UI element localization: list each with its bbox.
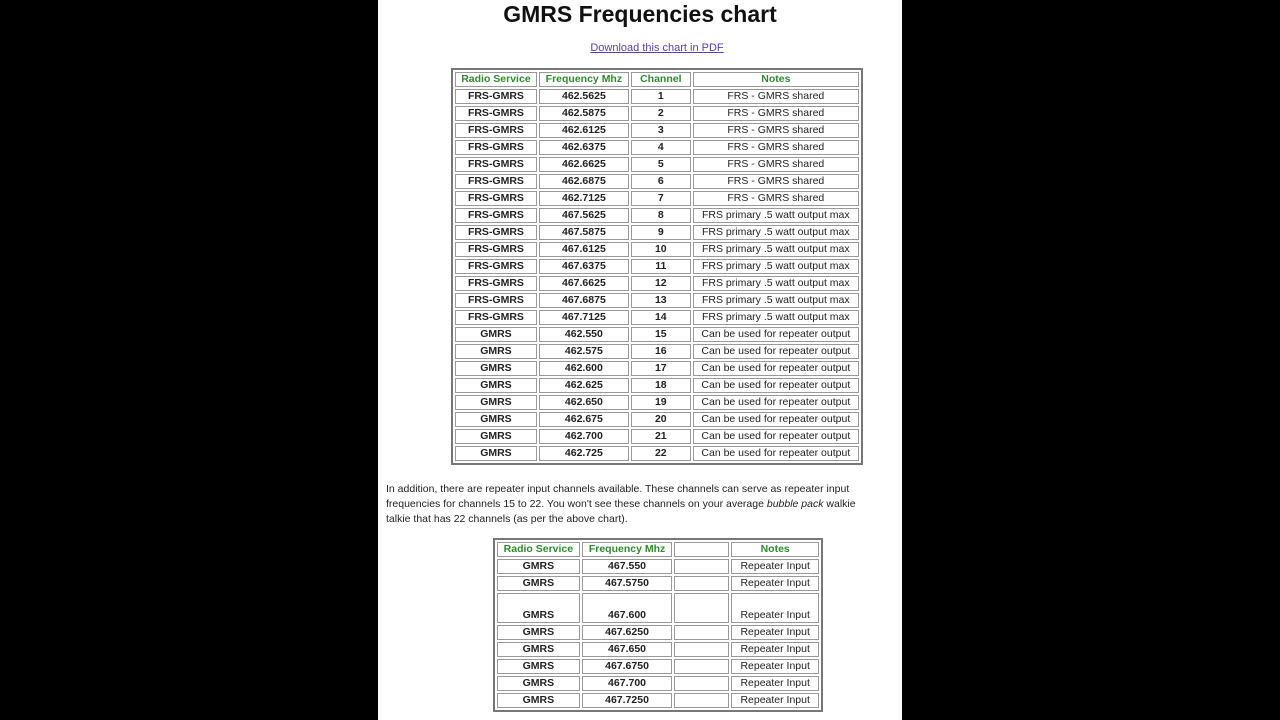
table-row (455, 429, 859, 444)
table-cell: GMRS (455, 361, 537, 376)
column-header (674, 542, 729, 557)
table-cell: GMRS (455, 446, 537, 461)
table-cell: 12 (631, 276, 691, 291)
table-cell: 7 (631, 191, 691, 206)
table-cell: 467.6750 (582, 659, 673, 674)
paragraph-text: walkie (823, 498, 856, 510)
table-row (455, 123, 859, 138)
table-cell: FRS - GMRS shared (693, 157, 859, 172)
table-cell: Repeater Input (731, 676, 819, 691)
table-cell: FRS primary .5 watt output max (693, 225, 859, 240)
table-cell: Can be used for repeater output (693, 344, 859, 359)
table-cell: 22 (631, 446, 691, 461)
table-cell: FRS-GMRS (455, 310, 537, 325)
table-cell: 6 (631, 174, 691, 189)
table-cell: GMRS (497, 593, 580, 623)
table-cell: Repeater Input (731, 625, 819, 640)
table-cell: Repeater Input (731, 559, 819, 574)
table-cell: GMRS (455, 378, 537, 393)
table-row (455, 446, 859, 461)
table-cell: 467.6625 (539, 276, 629, 291)
table-row (455, 276, 859, 291)
document-page (378, 0, 902, 720)
table-cell: 462.550 (539, 327, 629, 342)
table-cell: Repeater Input (731, 659, 819, 674)
table-row (455, 242, 859, 257)
table-cell: 14 (631, 310, 691, 325)
table-row (455, 378, 859, 393)
table-cell: GMRS (497, 576, 580, 591)
table-row (455, 361, 859, 376)
table-cell: GMRS (455, 429, 537, 444)
table-row (455, 140, 859, 155)
page-title: GMRS Frequencies chart (503, 1, 777, 27)
table-cell: 11 (631, 259, 691, 274)
table-cell: GMRS (455, 412, 537, 427)
table-cell: 467.5875 (539, 225, 629, 240)
table-cell: 462.6625 (539, 157, 629, 172)
table-cell: 467.6250 (582, 625, 673, 640)
table-cell: 467.700 (582, 676, 673, 691)
table-cell: 462.6375 (539, 140, 629, 155)
table-cell: Can be used for repeater output (693, 412, 859, 427)
table-row (497, 593, 819, 623)
table-cell: 15 (631, 327, 691, 342)
table-cell: GMRS (497, 642, 580, 657)
table-cell: Can be used for repeater output (693, 446, 859, 461)
table-cell: Repeater Input (731, 576, 819, 591)
table-row (455, 395, 859, 410)
paragraph-line-1: In addition, there are repeater input channels available. These channels can serve as repeater input (386, 483, 850, 495)
table-cell (674, 642, 729, 657)
table-cell: 462.7125 (539, 191, 629, 206)
table-cell: Can be used for repeater output (693, 378, 859, 393)
table-cell: FRS-GMRS (455, 89, 537, 104)
table-cell: 4 (631, 140, 691, 155)
table-cell: FRS-GMRS (455, 276, 537, 291)
table-cell: FRS primary .5 watt output max (693, 259, 859, 274)
table-row (455, 157, 859, 172)
table-cell: GMRS (497, 676, 580, 691)
table-cell: 467.6875 (539, 293, 629, 308)
table-cell: Repeater Input (731, 693, 819, 708)
table-cell: 8 (631, 208, 691, 223)
table-cell: 5 (631, 157, 691, 172)
table-cell: FRS-GMRS (455, 106, 537, 121)
header-row (455, 72, 859, 87)
table-row (455, 191, 859, 206)
table-cell: 467.600 (582, 593, 673, 623)
table-cell: 462.5625 (539, 89, 629, 104)
repeater-input-table (493, 538, 823, 712)
table-cell: FRS primary .5 watt output max (693, 293, 859, 308)
table-cell: Can be used for repeater output (693, 327, 859, 342)
table-cell: 17 (631, 361, 691, 376)
table-cell: FRS primary .5 watt output max (693, 208, 859, 223)
table-cell: GMRS (497, 693, 580, 708)
table-row (455, 310, 859, 325)
table-row (497, 659, 819, 674)
table-cell: FRS-GMRS (455, 208, 537, 223)
paragraph-line-2 (386, 497, 902, 512)
table-row (455, 174, 859, 189)
table-cell: FRS-GMRS (455, 140, 537, 155)
table-cell (674, 659, 729, 674)
table-cell: Repeater Input (731, 593, 819, 623)
table-cell: FRS - GMRS shared (693, 174, 859, 189)
column-header: Radio Service (455, 72, 537, 87)
table-cell: FRS-GMRS (455, 123, 537, 138)
table-cell: 467.7125 (539, 310, 629, 325)
column-header: Channel (631, 72, 691, 87)
table-cell: GMRS (455, 395, 537, 410)
table-cell: 467.6375 (539, 259, 629, 274)
table-cell (674, 576, 729, 591)
table-cell: FRS primary .5 watt output max (693, 242, 859, 257)
table-cell: FRS-GMRS (455, 191, 537, 206)
table-cell: FRS - GMRS shared (693, 106, 859, 121)
table-cell: FRS-GMRS (455, 225, 537, 240)
table-cell: Can be used for repeater output (693, 361, 859, 376)
table-cell: 467.7250 (582, 693, 673, 708)
table-row (455, 208, 859, 223)
column-header: Notes (731, 542, 819, 557)
table-cell: FRS - GMRS shared (693, 89, 859, 104)
table-cell: 9 (631, 225, 691, 240)
table-cell: 462.6875 (539, 174, 629, 189)
table-cell: FRS-GMRS (455, 242, 537, 257)
table-cell: 462.575 (539, 344, 629, 359)
table-cell: GMRS (497, 559, 580, 574)
table-cell: FRS primary .5 watt output max (693, 276, 859, 291)
table-cell: Repeater Input (731, 642, 819, 657)
table-row (455, 412, 859, 427)
table-cell: FRS-GMRS (455, 157, 537, 172)
table-cell: GMRS (497, 659, 580, 674)
table-row (497, 576, 819, 591)
table-cell: 462.650 (539, 395, 629, 410)
table-cell: 3 (631, 123, 691, 138)
table-cell: FRS-GMRS (455, 259, 537, 274)
column-header: Frequency Mhz (582, 542, 673, 557)
paragraph-line-3: talkie that has 22 channels (as per the above chart). (386, 513, 628, 525)
table-cell: 10 (631, 242, 691, 257)
column-header: Radio Service (497, 542, 580, 557)
table-row (497, 676, 819, 691)
table-cell: FRS - GMRS shared (693, 140, 859, 155)
table-cell: 462.600 (539, 361, 629, 376)
table-cell: Can be used for repeater output (693, 429, 859, 444)
table-cell (674, 625, 729, 640)
table-row (497, 559, 819, 574)
frequency-table (451, 68, 863, 465)
table-cell: 462.5875 (539, 106, 629, 121)
table-row (455, 89, 859, 104)
table-cell: 2 (631, 106, 691, 121)
paragraph-text: frequencies for channels 15 to 22. You won't see these channels on your average (386, 498, 767, 510)
table-cell: 467.650 (582, 642, 673, 657)
table-cell: 462.725 (539, 446, 629, 461)
table-row (455, 327, 859, 342)
table-row (455, 293, 859, 308)
table-cell: 1 (631, 89, 691, 104)
table-cell: FRS - GMRS shared (693, 123, 859, 138)
table-cell: 13 (631, 293, 691, 308)
header-row (497, 542, 819, 557)
repeater-paragraph (386, 482, 902, 527)
table-cell: 20 (631, 412, 691, 427)
table-cell: 462.6125 (539, 123, 629, 138)
table-row (497, 693, 819, 708)
table-row (497, 642, 819, 657)
table-cell (674, 676, 729, 691)
table-cell: 19 (631, 395, 691, 410)
table-cell (674, 559, 729, 574)
table-cell: Can be used for repeater output (693, 395, 859, 410)
table-cell: GMRS (455, 344, 537, 359)
table-cell: 16 (631, 344, 691, 359)
table-cell: FRS-GMRS (455, 174, 537, 189)
table-row (455, 106, 859, 121)
table-cell: 467.550 (582, 559, 673, 574)
table-cell: 462.625 (539, 378, 629, 393)
table-row (497, 625, 819, 640)
table-cell: 462.675 (539, 412, 629, 427)
table-cell (674, 593, 729, 623)
table-cell: 467.6125 (539, 242, 629, 257)
download-pdf-link[interactable]: Download this chart in PDF (590, 42, 724, 54)
table-cell: 467.5625 (539, 208, 629, 223)
table-cell: 462.700 (539, 429, 629, 444)
column-header: Frequency Mhz (539, 72, 629, 87)
column-header: Notes (693, 72, 859, 87)
paragraph-emphasis: bubble pack (766, 498, 824, 510)
table-cell: 467.5750 (582, 576, 673, 591)
table-cell: GMRS (497, 625, 580, 640)
table-row (455, 225, 859, 240)
table-row (455, 259, 859, 274)
table-cell: 21 (631, 429, 691, 444)
table-cell: FRS primary .5 watt output max (693, 310, 859, 325)
table-row (455, 344, 859, 359)
table-cell: FRS-GMRS (455, 293, 537, 308)
table-cell: FRS - GMRS shared (693, 191, 859, 206)
table-cell: GMRS (455, 327, 537, 342)
table-cell (674, 693, 729, 708)
table-cell: 18 (631, 378, 691, 393)
